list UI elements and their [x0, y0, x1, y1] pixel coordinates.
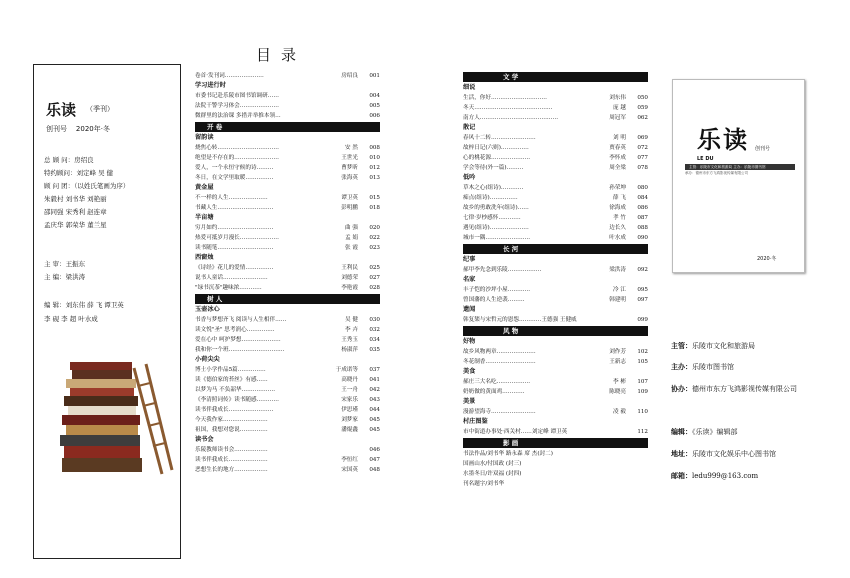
- publisher-value: ledu999@163.com: [692, 472, 759, 480]
- toc-entry: [195, 345, 380, 355]
- publisher-key: 协办：: [671, 384, 692, 393]
- entry-page: 078: [637, 165, 648, 171]
- entry-page: 097: [637, 297, 648, 303]
- entry-title: 《诗经》花儿的爱情……………: [195, 265, 274, 271]
- cover-date: 2020·冬: [757, 256, 777, 262]
- entry-title: 水墨冬日/许双福 (封四): [463, 471, 522, 477]
- toc-entry: [195, 415, 380, 425]
- entry-author: 宋家乐: [341, 397, 358, 403]
- entry-author: 王一舟: [341, 387, 358, 393]
- page-title: 目录: [256, 46, 307, 64]
- toc-entry: [463, 233, 648, 243]
- toc-entry: [195, 315, 380, 325]
- entry-page: 013: [369, 175, 380, 181]
- entry-page: 045: [369, 417, 380, 423]
- entry-title: 绝望是不存在的……………………: [195, 155, 279, 161]
- subsection-heading: 学习进行时: [195, 82, 226, 89]
- subsection-heading: 黄金屋: [195, 184, 214, 191]
- entry-page: 027: [369, 275, 380, 281]
- publisher-key: 编辑：: [671, 427, 692, 436]
- book-stack-illustration: [54, 348, 174, 478]
- subsection-heading: 西窗烛: [195, 254, 214, 261]
- masthead-box: [33, 64, 181, 559]
- toc-entry: [195, 273, 380, 283]
- entry-author: 李 卉: [345, 327, 358, 333]
- entry-title: 故梓日记(六则)……………: [463, 145, 529, 151]
- credit-line: 主 编：梁洪涛: [44, 273, 86, 281]
- entry-author: 李 彬: [613, 379, 626, 385]
- subsection-heading: 纪事: [463, 256, 476, 263]
- issue-label: 创刊号: [46, 125, 67, 133]
- entry-author: 孙荣坤: [609, 185, 626, 191]
- publisher-value: 乐陵市图书馆: [692, 363, 734, 371]
- entry-page: 050: [637, 95, 648, 101]
- entry-author: 刘梦家: [341, 417, 358, 423]
- subsection-heading: 村庄图鉴: [463, 418, 488, 425]
- entry-author: 张 霞: [345, 245, 358, 251]
- entry-page: 062: [637, 115, 648, 121]
- entry-title: 漫游望海寺……………………: [463, 409, 536, 415]
- toc-entry: [463, 407, 648, 417]
- entry-page: 022: [369, 235, 380, 241]
- entry-page: 020: [369, 225, 380, 231]
- toc-entry: [195, 283, 380, 293]
- entry-author: 王秀玉: [341, 337, 358, 343]
- entry-author: 陈晓亮: [609, 389, 626, 395]
- entry-page: 010: [369, 155, 380, 161]
- toc-entry: [195, 465, 380, 475]
- entry-author: 曲 强: [345, 225, 358, 231]
- credit-line: 主 审：王振东: [44, 260, 86, 268]
- entry-title: 说书人童话……………………: [195, 275, 268, 281]
- entry-page: 110: [637, 409, 648, 415]
- entry-page: 048: [369, 467, 380, 473]
- toc-entry: [195, 193, 380, 203]
- toc-entry: [463, 347, 648, 357]
- publisher-value: 乐陵市文化娱乐中心图书馆: [692, 450, 776, 458]
- entry-page: 105: [637, 359, 648, 365]
- entry-page: 090: [637, 235, 648, 241]
- entry-title: 心的桃花源…………………: [463, 155, 531, 161]
- entry-author: 王世光: [341, 155, 358, 161]
- entry-page: 005: [369, 103, 380, 109]
- entry-author: 凌 毅: [613, 409, 626, 415]
- entry-title: 七律·岁杪感怀…………: [463, 215, 521, 221]
- entry-author: 徐海成: [609, 205, 626, 211]
- subsection-heading: 好物: [463, 338, 476, 345]
- toc-entry: [463, 143, 648, 153]
- entry-title: 郝庄三大名吃………………: [463, 379, 531, 385]
- entry-title: 郝甲李先念到乐陵………………: [463, 267, 542, 273]
- entry-title: 国画山水/付国政 (封三): [463, 461, 522, 467]
- entry-author: 薛 飞: [613, 195, 626, 201]
- subsection-heading: 低吟: [463, 174, 476, 181]
- entry-title: 痴点(组诗)……………: [463, 195, 518, 201]
- entry-author: 曹梦昕: [341, 165, 358, 171]
- entry-author: 于成诺等: [335, 367, 358, 373]
- entry-author: 宋国英: [341, 467, 358, 473]
- entry-author: 刘 明: [613, 135, 626, 141]
- toc-entry: [463, 213, 648, 223]
- subsection-heading: 玉壶冰心: [195, 306, 220, 313]
- entry-page: 008: [369, 145, 380, 151]
- entry-title: 书藏人生…………………………: [195, 205, 274, 211]
- entry-page: 034: [369, 337, 380, 343]
- magazine-title: 乐读: [46, 101, 77, 119]
- entry-title: 书法作品/刘书华 路永森 席 杰(封二): [463, 451, 553, 457]
- entry-title: 草木之心(组诗)…………: [463, 185, 524, 191]
- entry-author: 刘德荣: [341, 275, 358, 281]
- entry-author: 张海英: [341, 175, 358, 181]
- entry-title: "绿书沉茶"趣味浓…………: [195, 285, 262, 291]
- publisher-key: 地址：: [671, 449, 692, 458]
- publisher-value: 《乐读》编辑部: [692, 428, 738, 436]
- toc-entry: [463, 285, 648, 295]
- cover-issue-kind: 创刊号: [755, 146, 771, 152]
- entry-page: 006: [369, 113, 380, 119]
- entry-title: 冬天……………………………………: [463, 105, 553, 111]
- entry-author: 高晓丹: [341, 377, 358, 383]
- toc-entry: [195, 395, 380, 405]
- entry-page: 018: [369, 205, 380, 211]
- entry-author: 李恒红: [341, 457, 358, 463]
- entry-author: 王新志: [609, 359, 626, 365]
- toc-entry: [463, 193, 648, 203]
- entry-title: 恶想生长的地方………………: [195, 467, 268, 473]
- toc-entry: [195, 263, 380, 273]
- entry-page: 001: [369, 73, 380, 79]
- entry-page: 004: [369, 93, 380, 99]
- toc-entry: [463, 295, 648, 305]
- publisher-row: [671, 427, 738, 437]
- credit-line: 朱毅村 刘书华 刘艳丽: [44, 195, 107, 203]
- toc-entry: [463, 449, 648, 459]
- cover-english-title: LE DU: [697, 156, 714, 162]
- toc-entry: [195, 143, 380, 153]
- entry-page: 035: [369, 347, 380, 353]
- entry-author: 王利民: [341, 265, 358, 271]
- section-band: 影 画: [463, 438, 648, 448]
- toc-entry: [195, 101, 380, 111]
- entry-author: 彭明鹏: [341, 205, 358, 211]
- entry-page: 046: [369, 447, 380, 453]
- entry-author: 李怀成: [609, 155, 626, 161]
- subsection-heading: 散记: [463, 124, 476, 131]
- entry-title: 读文悦"圣" 思考润心……………: [195, 327, 275, 333]
- entry-author: 安 然: [345, 145, 358, 151]
- entry-page: 047: [369, 457, 380, 463]
- toc-entry: [195, 385, 380, 395]
- toc-entry: [195, 335, 380, 345]
- entry-title: 祖国，我想对您说……………: [195, 427, 268, 433]
- credit-line: 顾 问 团：（以姓氏笔画为序）: [44, 182, 130, 190]
- toc-entry: [463, 223, 648, 233]
- credit-line: 总 顾 问：房绍良: [44, 156, 94, 164]
- section-band: 文 学: [463, 72, 648, 82]
- toc-entry: [463, 203, 648, 213]
- toc-entry: [463, 469, 648, 479]
- entry-author: 刘东伟: [609, 95, 626, 101]
- toc-entry: [463, 153, 648, 163]
- publisher-key: 主管：: [671, 341, 692, 350]
- toc-entry: [195, 243, 380, 253]
- entry-author: 李艳霞: [341, 285, 358, 291]
- entry-author: 房绍良: [341, 73, 358, 79]
- toc-entry: [195, 325, 380, 335]
- entry-page: 086: [637, 205, 648, 211]
- entry-title: 南方人……………………………………: [463, 115, 559, 121]
- entry-page: 072: [637, 145, 648, 151]
- toc-entry: [195, 91, 380, 101]
- entry-page: 080: [637, 185, 648, 191]
- toc-entry: [195, 405, 380, 415]
- toc-entry: [195, 71, 380, 81]
- toc-entry: [463, 103, 648, 113]
- entry-title: 刊名题字/刘书华: [463, 481, 505, 487]
- publisher-key: 主办：: [671, 362, 692, 371]
- entry-author: 孝 竹: [613, 215, 626, 221]
- entry-author: 吴 健: [345, 317, 358, 323]
- toc-entry: [463, 315, 648, 325]
- entry-author: 周全梁: [609, 165, 626, 171]
- entry-page: 088: [637, 225, 648, 231]
- toc-entry: [463, 459, 648, 469]
- toc-entry: [463, 357, 648, 367]
- entry-title: 今天我作家……………………: [195, 417, 268, 423]
- entry-page: 102: [637, 349, 648, 355]
- entry-title: 丰子恺的沙坪小屋…………: [463, 287, 531, 293]
- entry-author: 贾春英: [609, 145, 626, 151]
- entry-title: 书香与梦想齐飞 阅读与人生相伴……: [195, 317, 287, 323]
- subsection-heading: 美食: [463, 368, 476, 375]
- entry-title: 城市一隅……………………: [463, 235, 531, 241]
- entry-page: 012: [369, 165, 380, 171]
- entry-title: 市中街道办事处·西关村……刘定峰 谭卫英: [463, 429, 568, 435]
- publisher-value: 乐陵市文化和旅游局: [692, 342, 755, 350]
- publisher-row: [671, 384, 797, 394]
- toc-entry: [195, 233, 380, 243]
- toc-entry: [195, 223, 380, 233]
- toc-entry: [463, 93, 648, 103]
- entry-title: 遇见(组诗)…………………: [463, 225, 529, 231]
- issue-line: [46, 124, 110, 134]
- entry-author: 边长久: [609, 225, 626, 231]
- publisher-row: [671, 449, 776, 459]
- toc-entry: [195, 375, 380, 385]
- publisher-value: 德州市东方飞鸿影视传媒有限公司: [692, 385, 797, 393]
- entry-title: 读书伴我成长……………………: [195, 407, 274, 413]
- entry-page: 109: [637, 389, 648, 395]
- entry-author: 叶水成: [609, 235, 626, 241]
- entry-title: 乐陵教师读书会………………: [195, 447, 268, 453]
- toc-entry: [463, 183, 648, 193]
- subsection-heading: 美景: [463, 398, 476, 405]
- entry-title: 故乡风物两章…………………: [463, 349, 536, 355]
- entry-author: 孟 娟: [345, 235, 358, 241]
- entry-page: 028: [369, 285, 380, 291]
- section-band: 开 卷: [195, 122, 380, 132]
- toc-entry: [195, 445, 380, 455]
- credit-line: 邵同强 宋秀利 赵连章: [44, 208, 107, 216]
- credit-line: 编 辑：刘东伟 薛 飞 谭卫英: [44, 301, 124, 309]
- entry-author: 谭卫英: [341, 195, 358, 201]
- section-band: 风 物: [463, 326, 648, 336]
- toc-entry: [195, 365, 380, 375]
- entry-author: 周冠军: [609, 115, 626, 121]
- toc-column-1: [195, 71, 380, 475]
- issue-value: 2020年·冬: [75, 125, 110, 133]
- subsection-heading: 名家: [463, 276, 476, 283]
- cover-thumbnail: [672, 79, 805, 273]
- entry-title: 我和你一个班…………………………: [195, 347, 285, 353]
- entry-title: 冬日，在文学里取暖……………: [195, 175, 274, 181]
- entry-page: 099: [637, 317, 648, 323]
- toc-entry: [195, 425, 380, 435]
- publisher-row: [671, 362, 734, 372]
- cover-info-bar: 主管：乐陵市文化和旅游局 主办：乐陵市图书馆: [685, 164, 795, 170]
- entry-title: 读《德伯家的苔丝》有感……: [195, 377, 268, 383]
- entry-page: 042: [369, 387, 380, 393]
- entry-author: 刘作芳: [609, 349, 626, 355]
- entry-page: 030: [369, 317, 380, 323]
- credit-line: 李 砚 李 超 叶水成: [44, 315, 98, 323]
- publisher-row: [671, 471, 758, 481]
- credit-line: 孟庆华 郭荣华 董兰星: [44, 221, 107, 229]
- entry-page: 092: [637, 267, 648, 273]
- toc-entry: [195, 163, 380, 173]
- entry-title: 微群里的法治课 多措并举推本领…: [195, 113, 281, 119]
- toc-entry: [195, 455, 380, 465]
- toc-entry: [195, 111, 380, 121]
- toc-entry: [463, 427, 648, 437]
- entry-page: 112: [637, 429, 648, 435]
- entry-title: 故乡的勇敢洗年(组诗)……: [463, 205, 529, 211]
- magazine-frequency: （季刊）: [86, 105, 114, 113]
- section-band: 树 人: [195, 294, 380, 304]
- entry-title: 曾国藩的人生逆袭………: [463, 297, 525, 303]
- toc-column-2: [463, 71, 648, 489]
- subsection-heading: 遗闻: [463, 306, 476, 313]
- toc-entry: [463, 163, 648, 173]
- entry-page: 107: [637, 379, 648, 385]
- entry-page: 025: [369, 265, 380, 271]
- subsection-heading: 半亩塘: [195, 214, 214, 221]
- entry-author: 伊思瑾: [341, 407, 358, 413]
- publisher-key: 邮箱：: [671, 471, 692, 480]
- toc-entry: [195, 203, 380, 213]
- entry-page: 041: [369, 377, 380, 383]
- cover-info-line: 承办：德州市东方飞鸿影视传媒有限公司: [685, 171, 748, 175]
- toc-entry: [463, 265, 648, 275]
- entry-page: 077: [637, 155, 648, 161]
- toc-entry: [463, 479, 648, 489]
- entry-page: 045: [369, 427, 380, 433]
- entry-title: 学会等待(外一篇)………: [463, 165, 524, 171]
- entry-author: 庞 越: [613, 105, 626, 111]
- subsection-heading: 小荷尖尖: [195, 356, 220, 363]
- toc-entry: [463, 113, 648, 123]
- entry-page: 087: [637, 215, 648, 221]
- entry-author: 冷 江: [613, 287, 626, 293]
- entry-title: 春风十二转……………………: [463, 135, 536, 141]
- entry-author: 梁洪涛: [609, 267, 626, 273]
- entry-page: 015: [369, 195, 380, 201]
- entry-title: 烧焦心转……………………………: [195, 145, 279, 151]
- entry-author: 杨淑萍: [341, 347, 358, 353]
- entry-title: 生活，你好…………………………: [463, 95, 547, 101]
- entry-page: 069: [637, 135, 648, 141]
- entry-title: 不一样的人生…………………: [195, 195, 268, 201]
- toc-entry: [463, 133, 648, 143]
- entry-title: 读书伴我成长…………………: [195, 457, 268, 463]
- entry-title: 韩复榘与宋哲元的恩怨…………王德强 王健威: [463, 317, 577, 323]
- publisher-row: [671, 341, 755, 351]
- entry-page: 043: [369, 397, 380, 403]
- entry-page: 023: [369, 245, 380, 251]
- entry-title: 市委书记赴乐陵市图书馆调研……: [195, 93, 279, 99]
- entry-title: 读书随笔…………………………: [195, 245, 274, 251]
- subsection-heading: 读书会: [195, 436, 214, 443]
- entry-page: 032: [369, 327, 380, 333]
- cover-logo: 乐读: [697, 125, 749, 154]
- entry-title: 《李清照词传》读书随感…………: [195, 397, 279, 403]
- entry-author: 韩建明: [609, 297, 626, 303]
- section-band: 长 河: [463, 244, 648, 254]
- entry-title: 以梦为马 不负韶华………………: [195, 387, 276, 393]
- entry-page: 059: [637, 105, 648, 111]
- toc-entry: [463, 377, 648, 387]
- entry-author: 潘焜鑫: [341, 427, 358, 433]
- subsection-heading: 细说: [463, 84, 476, 91]
- entry-page: 037: [369, 367, 380, 373]
- entry-title: 博士小学作品5篇……………: [195, 367, 266, 373]
- entry-title: 穷月如约…………………………: [195, 225, 274, 231]
- toc-entry: [195, 153, 380, 163]
- credit-line: 特约顾问：刘定峰 吴 健: [44, 169, 114, 177]
- entry-page: 084: [637, 195, 648, 201]
- entry-title: 冬花制香………………………: [463, 359, 536, 365]
- entry-title: 卷首·发刊词…………………: [195, 73, 264, 79]
- subsection-heading: 留韵读: [195, 134, 214, 141]
- entry-page: 095: [637, 287, 648, 293]
- toc-entry: [463, 387, 648, 397]
- entry-title: 热爱可抵岁月漫长…………………: [195, 235, 279, 241]
- entry-page: 044: [369, 407, 380, 413]
- entry-title: 奶奶做的黄面鸡…………: [463, 389, 525, 395]
- entry-title: 法院干警学习体会…………………: [195, 103, 279, 109]
- entry-title: 爱人，一个永恒守候的诗………: [195, 165, 274, 171]
- entry-title: 爱在心中 呵护梦想…………………: [195, 337, 281, 343]
- toc-entry: [195, 173, 380, 183]
